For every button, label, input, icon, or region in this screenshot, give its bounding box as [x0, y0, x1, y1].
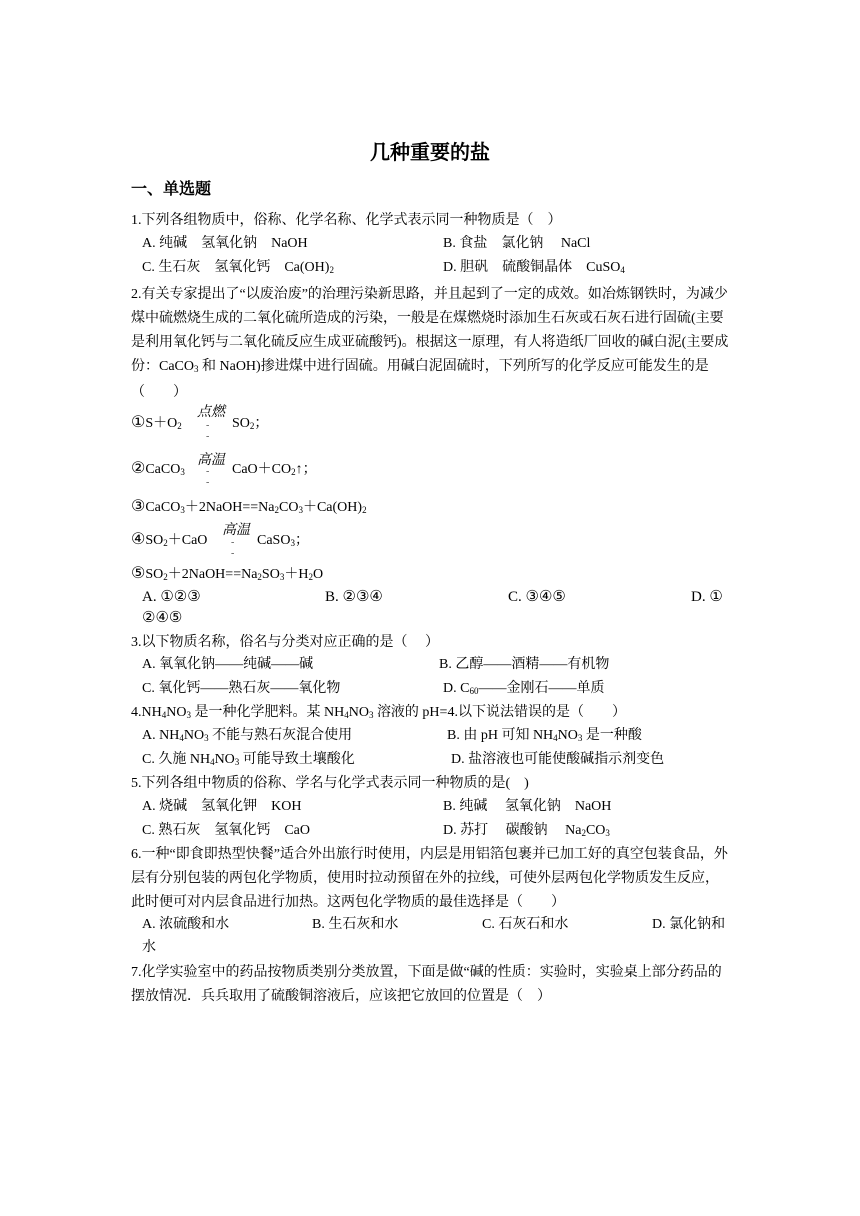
q1-option-d: D. 胆矾 硫酸铜晶体 CuSO$_4$: [443, 260, 625, 275]
reaction-1: $①S+O_2$: [131, 414, 182, 431]
reaction-2-condition: 高温: [197, 453, 225, 468]
q2-option-d: D. ①: [691, 589, 723, 605]
q5-option-c: C. 熟石灰 氢氧化钙 CaO: [142, 823, 310, 838]
reaction-1-arrow-mark: - -: [206, 420, 210, 442]
q2-option-d-cont: ②④⑤: [142, 610, 183, 626]
q6-option-a: A. 浓硫酸和水: [142, 917, 230, 932]
reaction-1-condition: 点燃: [197, 405, 225, 420]
q6-option-d-cont: 水: [142, 940, 156, 955]
reaction-3: $③CaCO_3+2NaOH==Na_2CO_3+Ca(OH)_2$: [131, 498, 367, 515]
q2-option-c: C. ③④⑤: [508, 589, 566, 605]
question-4-stem: $4.NH_4NO_3$ 是一种化学肥料。某 $NH_4NO_3$ 溶液的 pH=4.以下说法错误的是（ ）: [131, 705, 626, 720]
page-title: 几种重要的盐: [370, 140, 490, 164]
section-heading: 一、单选题: [131, 179, 212, 198]
q5-option-b: B. 纯碱 氢氧化钠 NaOH: [443, 799, 612, 814]
q6-option-c: C. 石灰石和水: [482, 917, 569, 932]
q2-option-a: A. ①②③: [142, 589, 201, 605]
q1-option-c: C. 生石灰 氢氧化钙 $Ca(OH)_2$: [142, 260, 334, 275]
q4-option-d: D. 盐溶液也可能使酸碱指示剂变色: [451, 752, 665, 767]
q4-option-a: A. $NH_4NO_3$ 不能与熟石灰混合使用: [142, 728, 353, 743]
question-7-stem: 7.化学实验室中的药品按物质类别分类放置，下面是做“碱的性质：实验时，实验桌上部分药品的摆放情况．兵兵取用了硫酸铜溶液后，应该把它放回的位置是（ ）: [131, 965, 722, 1004]
q1-option-a: A. 纯碱 氢氧化钠 NaOH: [142, 236, 308, 251]
q4-option-b: B. 由 pH 可知 $NH_4NO_3$ 是一种酸: [447, 728, 642, 743]
reaction-1-product: $SO_2$；: [232, 416, 269, 431]
question-1-stem: 1.下列各组物质中，俗称、化学名称、化学式表示同一种物质是（ ）: [131, 213, 562, 228]
q5-option-a: A. 烧碱 氢氧化钾 KOH: [142, 799, 302, 814]
q3-option-c: C. 氧化钙——熟石灰——氧化物: [142, 681, 341, 696]
q3-option-a: A. 氧氧化钠——纯碱——碱: [142, 657, 314, 672]
q6-option-b: B. 生石灰和水: [312, 917, 399, 932]
q2-option-b: B. ②③④: [325, 589, 383, 605]
q6-option-d: D. 氯化钠和: [652, 917, 726, 932]
reaction-2: ②CaCO$_3$: [131, 460, 185, 477]
reaction-2-arrow-mark: - -: [206, 466, 210, 488]
q3-option-d: D. $C_{60}——$金刚石——单质: [443, 681, 605, 696]
reaction-5: $⑤SO_2+2NaOH==Na_2SO_3+H_2O$: [131, 565, 324, 582]
q1-option-b: B. 食盐 氯化钠 NaCl: [443, 236, 591, 251]
reaction-4: $④SO_2+CaO$: [131, 531, 208, 548]
question-3-stem: 3.以下物质名称，俗名与分类对应正确的是（ ）: [131, 635, 439, 650]
reaction-4-product: CaSO$_3$；: [257, 533, 309, 548]
q4-option-c: C. 久施 $NH_4NO_3$ 可能导致土壤酸化: [142, 752, 355, 767]
reaction-4-arrow-mark: - -: [231, 537, 235, 559]
q3-option-b: B. 乙醇——酒精——有机物: [439, 657, 610, 672]
reaction-2-product: $CaO+CO_2↑$；: [232, 462, 317, 477]
question-2-stem: 2.有关专家提出了“以废治废”的治理污染新思路，并且起到了一定的成效。如冶炼钢铁时，为减少煤中硫燃烧生成的二氧化硫所造成的污染，一般是在煤燃烧时添加生石灰或石灰石进行固硫(主要是利用氧化钙与二氧化硫反应生成亚硫酸钙)。根据这一原理，有人将造纸厂回收的碱白泥(主要成份：CaCO$_3$ 和 NaOH)掺进煤中进行固硫。用碱白泥固硫时，下列所写的化学反应可能发生的是（ ）: [131, 287, 729, 400]
q5-option-d: D. 苏打 碳酸钠 $Na_2CO_3$: [443, 823, 610, 838]
reaction-4-condition: 高温: [222, 523, 250, 538]
question-5-stem: 5.下列各组中物质的俗称、学名与化学式表示同一种物质的是( ): [131, 776, 529, 791]
question-6-stem: 6.一种“即食即热型快餐”适合外出旅行时使用，内层是用铝箔包裹并已加工好的真空包装食品，外层有分别包装的两包化学物质，使用时拉动预留在外的拉线，可使外层两包化学物质发生反应，此时便可对内层食品进行加热。这两包化学物质的最佳选择是（ ）: [131, 847, 728, 910]
